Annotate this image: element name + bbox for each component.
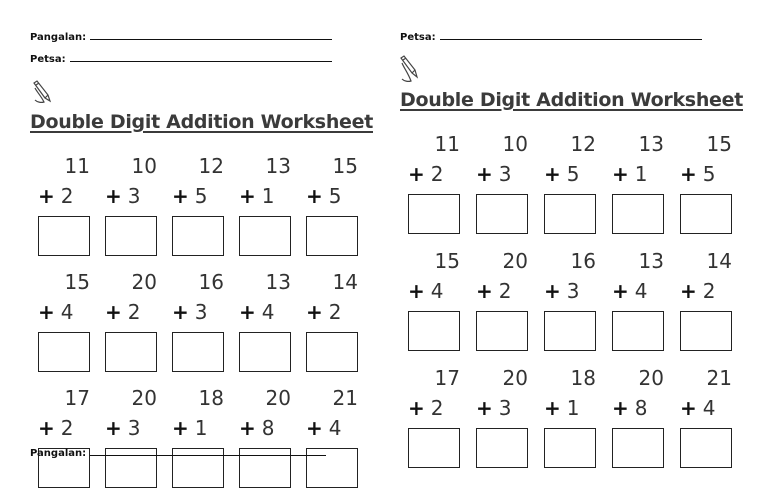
answer-box[interactable] — [306, 332, 358, 372]
plus-sign: + — [544, 162, 561, 186]
addend-bottom: 2 — [127, 300, 141, 324]
addend-bottom: 1 — [566, 396, 580, 420]
addend-top: 12 — [198, 154, 224, 178]
answer-box[interactable] — [172, 332, 224, 372]
addend-bottom-row — [105, 416, 141, 440]
addend-bottom-row — [476, 162, 512, 186]
addend-top: 14 — [706, 249, 732, 273]
right-date-field[interactable] — [400, 30, 702, 44]
plus-sign: + — [172, 184, 189, 208]
addend-top: 18 — [198, 386, 224, 410]
plus-sign: + — [239, 184, 256, 208]
plus-sign: + — [612, 279, 629, 303]
addend-bottom: 1 — [194, 416, 208, 440]
answer-box[interactable] — [612, 428, 664, 468]
plus-sign: + — [612, 162, 629, 186]
addend-top: 11 — [64, 154, 90, 178]
addend-bottom: 2 — [498, 279, 512, 303]
addend-bottom-row — [239, 184, 275, 208]
pencil-icon — [31, 80, 53, 106]
addend-bottom: 2 — [60, 184, 74, 208]
answer-box[interactable] — [408, 428, 460, 468]
answer-box[interactable] — [612, 194, 664, 234]
plus-sign: + — [476, 396, 493, 420]
addend-bottom: 5 — [566, 162, 580, 186]
addend-top: 15 — [64, 270, 90, 294]
addend-bottom-row — [172, 184, 208, 208]
addend-top: 17 — [434, 366, 460, 390]
addend-bottom-row — [105, 300, 141, 324]
addend-bottom-row — [306, 416, 342, 440]
addend-bottom: 3 — [127, 184, 141, 208]
addend-bottom-row — [172, 300, 208, 324]
plus-sign: + — [408, 396, 425, 420]
addend-bottom: 5 — [194, 184, 208, 208]
addend-bottom: 3 — [498, 162, 512, 186]
plus-sign: + — [544, 396, 561, 420]
left-date-line[interactable] — [70, 52, 332, 62]
addend-top: 17 — [64, 386, 90, 410]
plus-sign: + — [612, 396, 629, 420]
addend-bottom: 3 — [566, 279, 580, 303]
left-worksheet-title: Double Digit Addition Worksheet — [30, 111, 373, 133]
addend-top: 18 — [570, 366, 596, 390]
left-name-line[interactable] — [90, 30, 332, 40]
addend-top: 15 — [332, 154, 358, 178]
addend-top: 12 — [570, 132, 596, 156]
addend-bottom-row — [239, 416, 275, 440]
left-overlay-name-label: Pangalan: — [30, 448, 87, 459]
addend-bottom: 4 — [328, 416, 342, 440]
left-date-label: Petsa: — [30, 54, 66, 65]
addend-bottom: 8 — [634, 396, 648, 420]
addend-bottom: 1 — [261, 184, 275, 208]
addend-bottom: 8 — [261, 416, 275, 440]
addend-bottom: 4 — [702, 396, 716, 420]
addend-bottom: 3 — [194, 300, 208, 324]
plus-sign: + — [544, 279, 561, 303]
plus-sign: + — [680, 162, 697, 186]
addend-top: 13 — [638, 132, 664, 156]
answer-box[interactable] — [476, 194, 528, 234]
plus-sign: + — [38, 416, 55, 440]
plus-sign: + — [105, 300, 122, 324]
addend-bottom-row — [612, 396, 648, 420]
plus-sign: + — [239, 416, 256, 440]
plus-sign: + — [105, 184, 122, 208]
plus-sign: + — [239, 300, 256, 324]
right-date-line[interactable] — [440, 30, 702, 40]
addend-bottom-row — [38, 416, 74, 440]
addend-bottom: 5 — [328, 184, 342, 208]
answer-box[interactable] — [476, 428, 528, 468]
addend-bottom: 2 — [430, 162, 444, 186]
addend-bottom-row — [408, 279, 444, 303]
right-date-label: Petsa: — [400, 32, 436, 43]
addend-bottom-row — [544, 162, 580, 186]
addend-bottom-row — [612, 162, 648, 186]
addend-bottom: 2 — [328, 300, 342, 324]
plus-sign: + — [408, 162, 425, 186]
plus-sign: + — [680, 396, 697, 420]
addend-bottom-row — [680, 279, 716, 303]
addend-bottom-row — [239, 300, 275, 324]
addend-top: 21 — [332, 386, 358, 410]
answer-box[interactable] — [544, 311, 596, 351]
plus-sign: + — [476, 279, 493, 303]
answer-box[interactable] — [408, 311, 460, 351]
addend-top: 14 — [332, 270, 358, 294]
addend-bottom-row — [408, 162, 444, 186]
plus-sign: + — [38, 184, 55, 208]
answer-box[interactable] — [38, 216, 90, 256]
addend-top: 10 — [502, 132, 528, 156]
addend-top: 15 — [706, 132, 732, 156]
addend-bottom: 4 — [60, 300, 74, 324]
right-worksheet-title: Double Digit Addition Worksheet — [400, 89, 743, 111]
addend-bottom-row — [544, 396, 580, 420]
pencil-icon — [398, 55, 420, 85]
left-date-field[interactable] — [30, 52, 332, 66]
addend-top: 20 — [131, 386, 157, 410]
answer-box[interactable] — [476, 311, 528, 351]
answer-box[interactable] — [680, 311, 732, 351]
addend-bottom: 2 — [430, 396, 444, 420]
addend-bottom: 2 — [60, 416, 74, 440]
addend-top: 20 — [131, 270, 157, 294]
addend-bottom-row — [408, 396, 444, 420]
addend-top: 10 — [131, 154, 157, 178]
addend-bottom-row — [612, 279, 648, 303]
addend-top: 20 — [502, 366, 528, 390]
plus-sign: + — [408, 279, 425, 303]
left-name-field[interactable] — [30, 30, 332, 44]
answer-box[interactable] — [105, 216, 157, 256]
addend-bottom-row — [476, 279, 512, 303]
answer-box[interactable] — [544, 194, 596, 234]
addend-top: 20 — [265, 386, 291, 410]
answer-box[interactable] — [612, 311, 664, 351]
plus-sign: + — [38, 300, 55, 324]
answer-box[interactable] — [172, 216, 224, 256]
plus-sign: + — [680, 279, 697, 303]
addend-bottom: 5 — [702, 162, 716, 186]
answer-box[interactable] — [408, 194, 460, 234]
left-overlay-name-line[interactable] — [90, 446, 326, 456]
answer-box[interactable] — [544, 428, 596, 468]
plus-sign: + — [172, 416, 189, 440]
addend-bottom-row — [476, 396, 512, 420]
addend-bottom-row — [544, 279, 580, 303]
answer-box[interactable] — [38, 332, 90, 372]
addend-bottom-row — [105, 184, 141, 208]
addend-bottom-row — [38, 300, 74, 324]
plus-sign: + — [172, 300, 189, 324]
left-overlay-name-field[interactable] — [30, 446, 326, 459]
addend-bottom-row — [680, 162, 716, 186]
plus-sign: + — [306, 184, 323, 208]
addend-bottom: 3 — [498, 396, 512, 420]
answer-box[interactable] — [105, 332, 157, 372]
addend-top: 13 — [265, 270, 291, 294]
answer-box[interactable] — [306, 216, 358, 256]
addend-bottom: 4 — [261, 300, 275, 324]
addend-bottom: 4 — [634, 279, 648, 303]
addend-bottom-row — [306, 184, 342, 208]
addend-bottom: 4 — [430, 279, 444, 303]
plus-sign: + — [306, 300, 323, 324]
addend-bottom: 2 — [702, 279, 716, 303]
answer-box[interactable] — [680, 194, 732, 234]
addend-top: 16 — [198, 270, 224, 294]
addend-bottom: 1 — [634, 162, 648, 186]
left-name-label: Pangalan: — [30, 32, 87, 43]
addend-top: 20 — [638, 366, 664, 390]
addend-top: 13 — [638, 249, 664, 273]
addend-top: 16 — [570, 249, 596, 273]
addend-bottom-row — [680, 396, 716, 420]
addend-top: 21 — [706, 366, 732, 390]
answer-box[interactable] — [239, 216, 291, 256]
addend-top: 13 — [265, 154, 291, 178]
addend-top: 11 — [434, 132, 460, 156]
answer-box[interactable] — [239, 332, 291, 372]
addend-top: 15 — [434, 249, 460, 273]
answer-box[interactable] — [680, 428, 732, 468]
addend-top: 20 — [502, 249, 528, 273]
addend-bottom: 3 — [127, 416, 141, 440]
addend-bottom-row — [306, 300, 342, 324]
plus-sign: + — [306, 416, 323, 440]
plus-sign: + — [476, 162, 493, 186]
plus-sign: + — [105, 416, 122, 440]
addend-bottom-row — [38, 184, 74, 208]
addend-bottom-row — [172, 416, 208, 440]
